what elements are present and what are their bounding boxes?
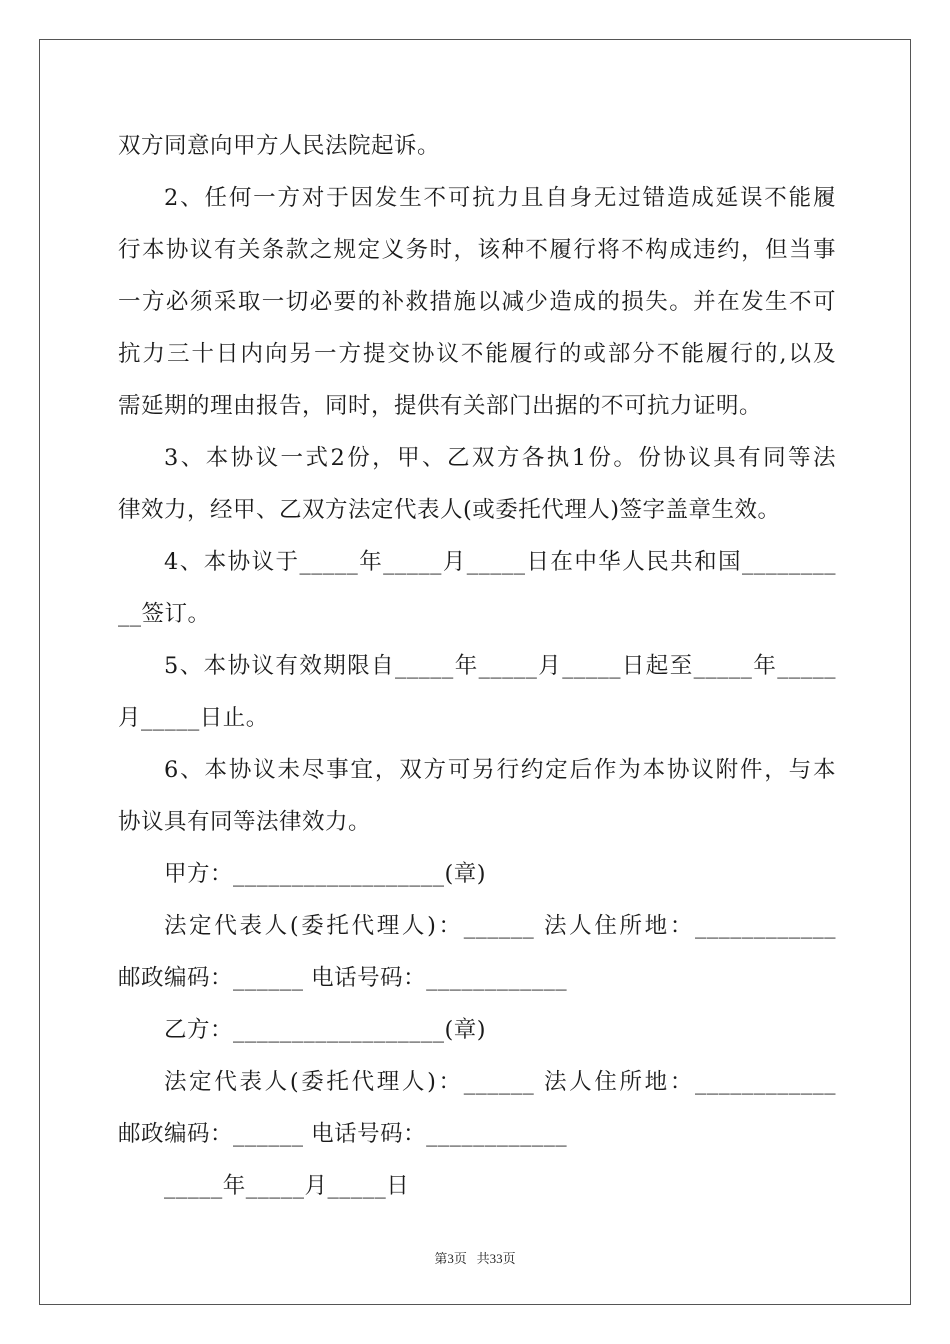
document-body xyxy=(118,120,836,1212)
page-number: 第3页 共33页 xyxy=(434,1251,516,1266)
text-line: 法定代表人(委托代理人)：______ 法人住所地：____________ xyxy=(164,913,836,939)
text-line: 6、本协议未尽事宜，双方可另行约定后作为本协议附件，与本 xyxy=(164,757,836,783)
text-line: 抗力三十日内向另一方提交协议不能履行的或部分不能履行的,以及 xyxy=(118,341,836,367)
signature-line-party-b: 乙方：__________________(章) xyxy=(164,1017,487,1043)
text-line: 需延期的理由报告，同时，提供有关部门出据的不可抗力证明。 xyxy=(118,393,763,419)
text-line: 一方必须采取一切必要的补救措施以减少造成的损失。并在发生不可 xyxy=(118,289,836,315)
text-line: 5、本协议有效期限自_____年_____月_____日起至_____年_____ xyxy=(164,653,836,679)
text-line: 4、本协议于_____年_____月_____日在中华人民共和国________ xyxy=(164,549,836,575)
signature-line-party-a: 甲方：__________________(章) xyxy=(164,861,487,887)
text-line: 双方同意向甲方人民法院起诉。 xyxy=(118,133,441,159)
text-line: 邮政编码：______ 电话号码：____________ xyxy=(118,1121,568,1147)
text-line: __签订。 xyxy=(118,601,211,627)
text-line: 月_____日止。 xyxy=(118,705,269,731)
text-line: 2、任何一方对于因发生不可抗力且自身无过错造成延误不能履 xyxy=(164,185,836,211)
text-line: 行本协议有关条款之规定义务时，该种不履行将不构成违约，但当事 xyxy=(118,237,836,263)
date-line: _____年_____月_____日 xyxy=(164,1173,410,1199)
text-line: 法定代表人(委托代理人)：______ 法人住所地：____________ xyxy=(164,1069,836,1095)
text-line: 协议具有同等法律效力。 xyxy=(118,809,372,835)
text-line: 3、本协议一式2份，甲、乙双方各执1份。份协议具有同等法 xyxy=(164,445,836,471)
text-line: 律效力，经甲、乙双方法定代表人(或委托代理人)签字盖章生效。 xyxy=(118,497,781,523)
text-line: 邮政编码：______ 电话号码：____________ xyxy=(118,965,568,991)
